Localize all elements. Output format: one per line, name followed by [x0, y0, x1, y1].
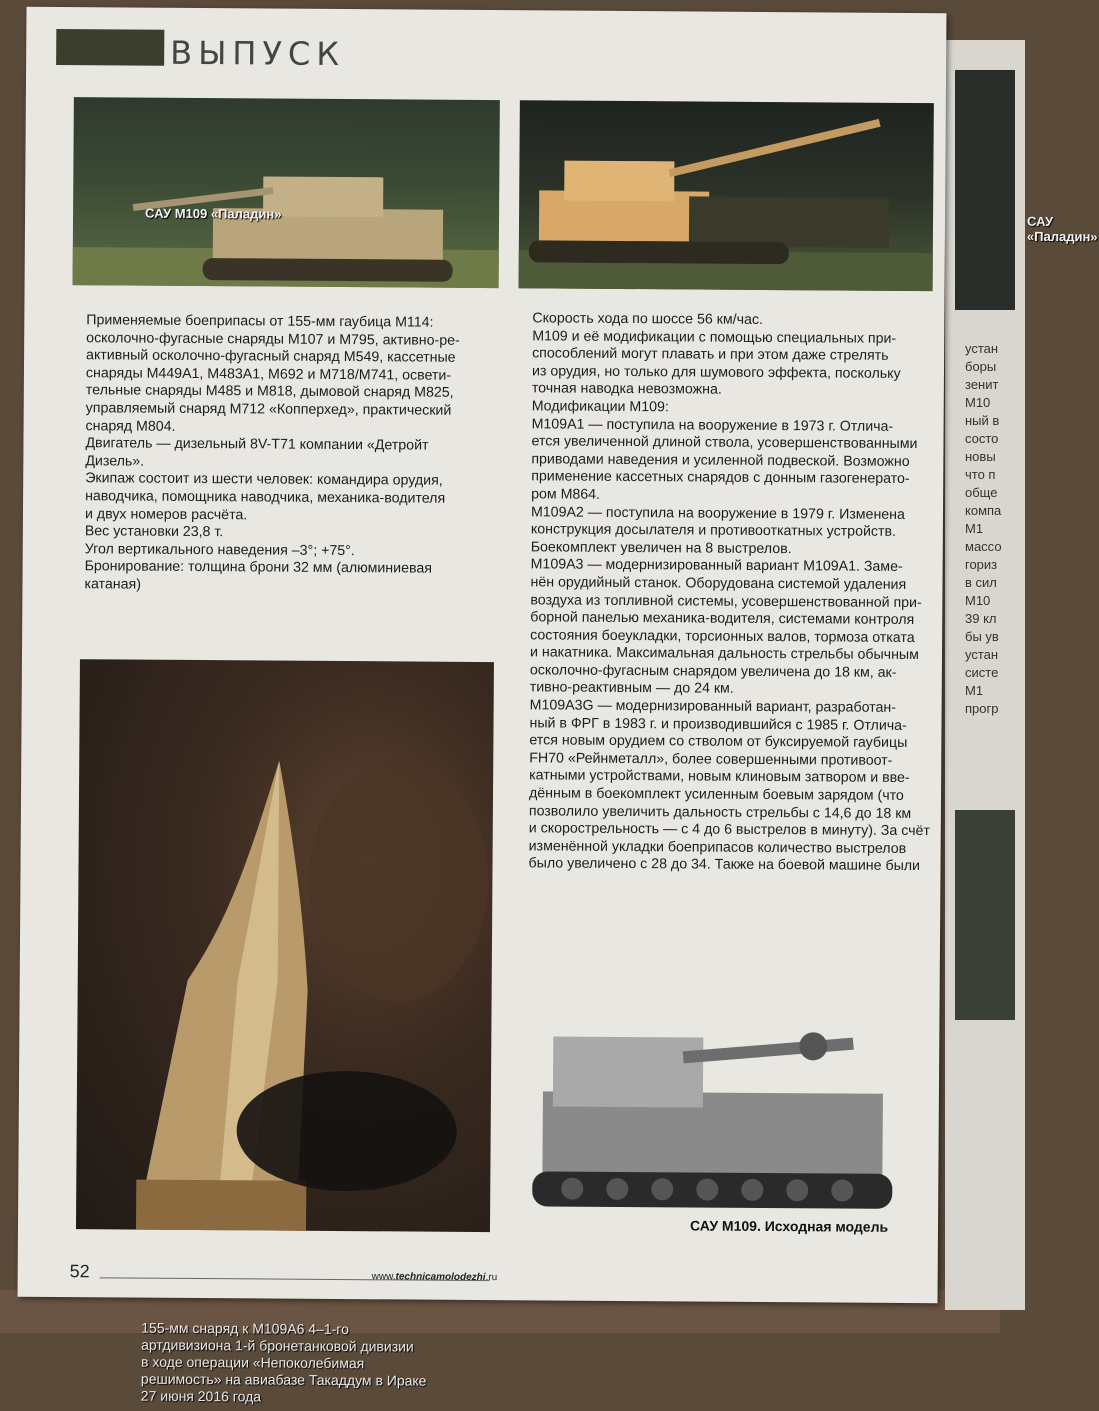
- adjacent-page-line: прогр: [965, 701, 999, 716]
- paragraph-line: М109А1 — поступила на вооружение в 1973 г. Отлича-: [531, 415, 894, 435]
- adjacent-page-line: новы: [965, 449, 996, 464]
- paragraph-line: снаряд М804.: [85, 417, 176, 435]
- tank-illustration-bw: [512, 986, 928, 1237]
- section-header-block: [56, 29, 164, 66]
- text-column-right: [528, 310, 932, 876]
- adjacent-page-line: зенит: [965, 377, 999, 392]
- adjacent-page-line: обще: [965, 485, 998, 500]
- adjacent-page-line: компа: [965, 503, 1002, 518]
- paragraph-line: ром М864.: [531, 486, 601, 503]
- paragraph-line: ется увеличенной длиной ствола, усовершенствованными: [531, 433, 918, 453]
- adjacent-page-line: М10: [965, 395, 991, 410]
- adjacent-page-line: 39 кл: [965, 611, 997, 626]
- photo3-caption-line: 27 июня 2016 года: [140, 1387, 262, 1405]
- adjacent-page-line: массо: [965, 539, 1002, 554]
- paragraph-line: дённым в боекомплект усиленным боевым зарядом (что: [528, 785, 904, 804]
- photo-paladin-field: [73, 97, 500, 288]
- website-url: [372, 1271, 498, 1283]
- paragraph-line: Применяемые боеприпасы от 155-мм гаубица М114:: [86, 312, 434, 331]
- adjacent-page-line: что п: [965, 467, 996, 482]
- photo-m109-original: [512, 986, 928, 1237]
- photo3-caption-line: решимость» на авиабазе Такаддум в Ираке: [140, 1370, 427, 1389]
- photo3-caption-line: артдивизиона 1-й бронетанковой дивизии: [141, 1336, 414, 1355]
- adjacent-page-line: боры: [965, 359, 997, 374]
- adjacent-page-line: М1: [965, 683, 984, 698]
- paragraph-line: осколочно-фугасным снарядом увеличена до 18 км, ак-: [529, 662, 897, 681]
- adjacent-page-line: бы ув: [965, 629, 999, 644]
- paragraph-line: и накатника. Максимальная дальность стрельбы обычным: [529, 644, 919, 664]
- paragraph-line: наводчика, помощника наводчика, механика-водителя: [85, 488, 446, 507]
- paragraph-line: FH70 «Рейнметалл», более совершенными противоот-: [529, 750, 893, 769]
- paragraph-line: борной панелью механика-водителя, системами контроля: [530, 609, 915, 629]
- paragraph-line: Дизель».: [85, 452, 145, 470]
- adjacent-page-line: в сил: [965, 575, 997, 590]
- adjacent-page-line: систе: [965, 665, 999, 680]
- tank-illustration-2: [519, 100, 934, 291]
- website-suffix: .ru: [485, 1272, 498, 1284]
- paragraph-line: воздуха из топливной системы, усовершенствованной при-: [530, 591, 922, 611]
- paragraph-line: приводами наведения и усиленной подвеской. Возможно: [531, 451, 910, 470]
- paragraph-line: способлений могут плавать и при этом даже стрелять: [532, 345, 889, 365]
- paragraph-line: Модификации М109:: [531, 398, 669, 416]
- photo4-caption: САУ М109. Исходная модель: [689, 1217, 889, 1235]
- paragraph-line: состояния боеукладки, торсионных валов, тормоза отката: [530, 627, 915, 646]
- paragraph-line: тельные снаряды М485 и М818, дымовой снаряд М825,: [85, 382, 454, 402]
- paragraph-line: позволило увеличить дальность стрельбы с 14,6 до 18 км: [528, 802, 912, 822]
- paragraph-line: Вес установки 23,8 т.: [84, 523, 224, 541]
- adjacent-page-line: состо: [965, 431, 999, 446]
- paragraph-line: катаная): [84, 576, 142, 593]
- page-number: 52: [69, 1261, 90, 1282]
- paragraph-line: из орудия, но только для шумового эффекта, поскольку: [531, 363, 901, 382]
- paragraph-line: М109А3 — модернизированный вариант М109А1. Заме-: [530, 556, 903, 576]
- tank-illustration-1: [73, 97, 500, 288]
- paragraph-line: и скорострельность — с 4 до 6 выстрелов в минуту). За счёт: [528, 820, 931, 840]
- paragraph-line: тивно-реактивным — до 24 км.: [529, 679, 734, 698]
- paragraph-line: ный в ФРГ в 1983 г. и производившийся с 1985 г. Отлича-: [529, 714, 907, 734]
- photo2-caption: САУ «Паладин»: [1026, 213, 1098, 245]
- paragraph-line: Экипаж состоит из шести человек: командира орудия,: [85, 470, 443, 490]
- adjacent-page-line: гориз: [965, 557, 998, 572]
- paragraph-line: катными устройствами, новым клиновым затвором и вве-: [529, 767, 910, 787]
- shell-illustration: [76, 659, 494, 1232]
- adjacent-page-line: ный в: [965, 413, 1000, 428]
- adjacent-page-text: [965, 340, 1025, 718]
- paragraph-line: точная наводка невозможна.: [531, 380, 722, 399]
- adjacent-page: [945, 40, 1025, 1310]
- paragraph-line: управляемый снаряд М712 «Копперхед», практический: [85, 400, 452, 419]
- paragraph-line: М109А2 — поступила на вооружение в 1979 г. Изменена: [530, 503, 905, 523]
- paragraph-line: было увеличено с 28 до 34. Также на боевой машине были: [528, 855, 921, 875]
- paragraph-line: применение кассетных снарядов с донным газогенерато-: [531, 468, 910, 488]
- paragraph-line: активный осколочно-фугасный снаряд М549, кассетные: [86, 347, 456, 366]
- photo3-caption: [141, 1320, 502, 1408]
- photo3-caption-line: 155-мм снаряд к М109А6 4–1-го: [141, 1319, 349, 1338]
- paragraph-line: конструкция досылателя и противооткатных устройств.: [530, 521, 897, 541]
- paragraph-line: Двигатель — дизельный 8V-Т71 компании «Детройт: [85, 435, 429, 454]
- paragraph-line: Боекомплект увеличен на 8 выстрелов.: [530, 539, 792, 557]
- adjacent-page-line: устан: [965, 341, 999, 356]
- photo3-caption-line: в ходе операции «Непоколебимая: [141, 1353, 365, 1372]
- photo-paladin-dusk: [519, 100, 1098, 291]
- paragraph-line: Бронирование: толщина брони 32 мм (алюминиевая: [84, 558, 432, 577]
- adjacent-page-photo-2: [955, 810, 1015, 1020]
- section-title: ВЫПУСК: [170, 33, 346, 74]
- paragraph-line: Скорость хода по шоссе 56 км/час.: [532, 310, 763, 328]
- adjacent-page-line: М1: [965, 521, 984, 536]
- adjacent-page-line: устан: [965, 647, 999, 662]
- paragraph-line: М109 и её модификации с помощью специальных при-: [532, 327, 897, 347]
- photo1-caption: САУ М109 «Паладин»: [145, 205, 282, 222]
- paragraph-line: снаряды М449А1, М483А1, М692 и М718/М741, освети-: [85, 365, 452, 384]
- website-name: technicamolodezhi: [395, 1271, 486, 1284]
- paragraph-line: ется новым орудием со стволом от буксируемой гаубицы: [529, 732, 908, 752]
- paragraph-line: изменённой укладки боеприпасов количество выстрелов: [528, 838, 907, 857]
- paragraph-line: Угол вертикального наведения –3°; +75°.: [84, 540, 355, 559]
- website-prefix: www.: [371, 1271, 396, 1283]
- text-column-left: [84, 312, 496, 596]
- paragraph-line: осколочно-фугасные снаряды М107 и М795, активно-ре-: [86, 329, 460, 349]
- paragraph-line: и двух номеров расчёта.: [84, 505, 248, 523]
- paragraph-line: нён орудийный станок. Оборудована системой удаления: [530, 574, 907, 593]
- adjacent-page-photo: [955, 70, 1015, 310]
- paragraph-line: М109А3G — модернизированный вариант, разработан-: [529, 697, 897, 716]
- adjacent-page-line: М10: [965, 593, 991, 608]
